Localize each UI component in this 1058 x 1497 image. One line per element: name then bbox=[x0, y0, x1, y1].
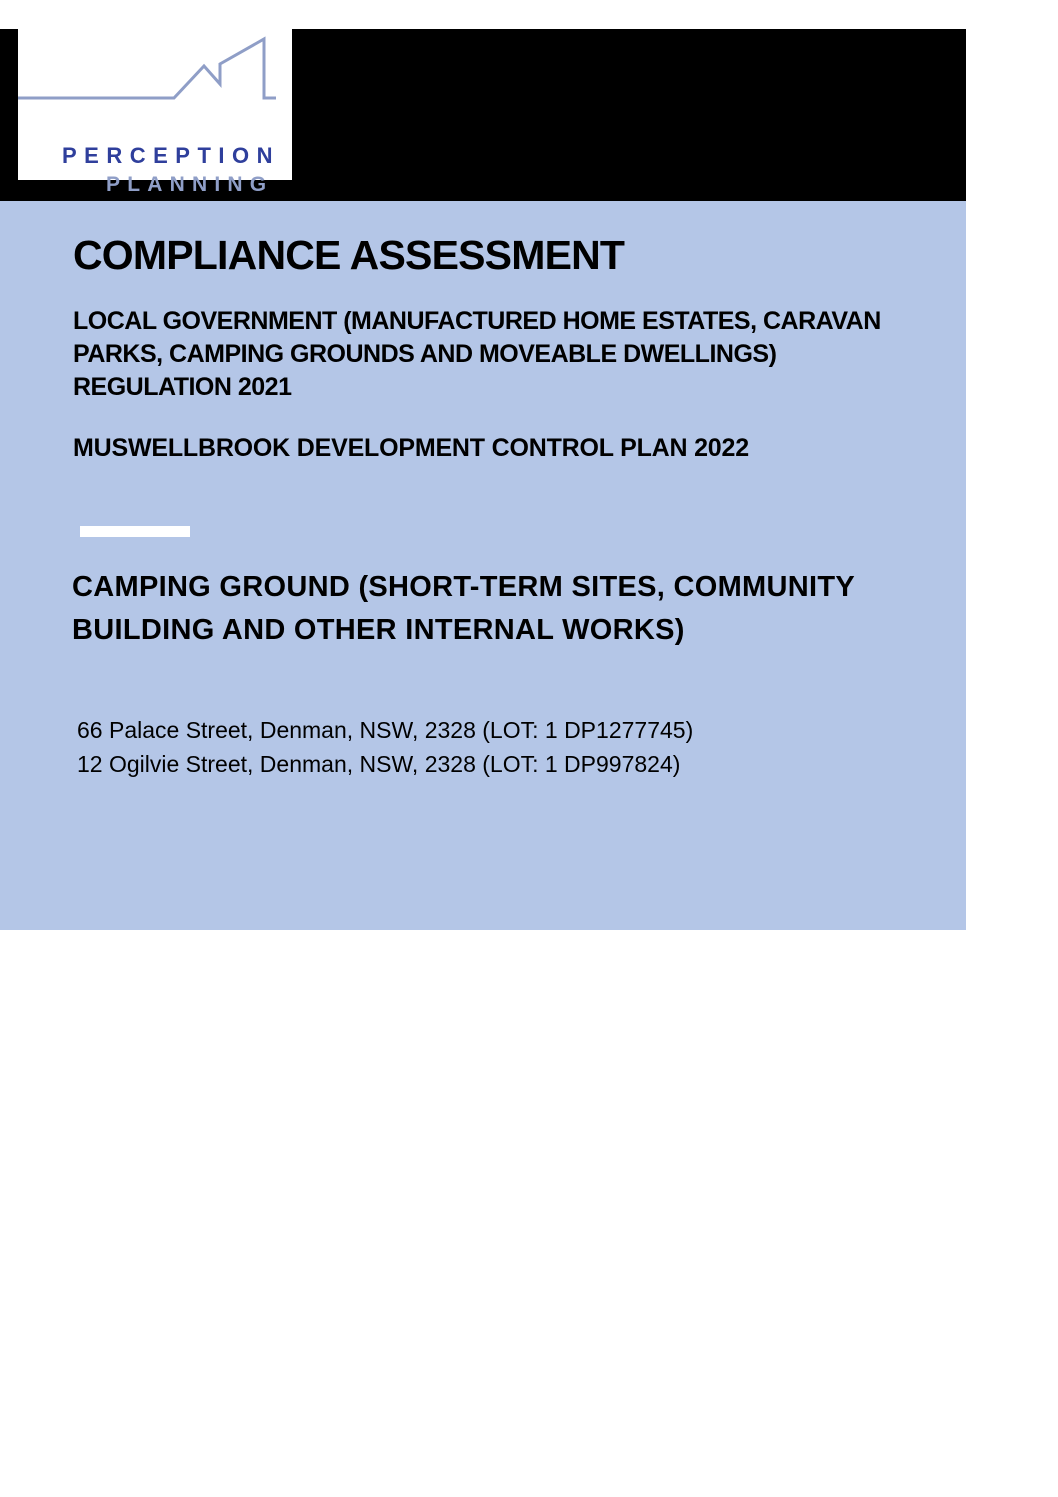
logo-text-planning: PLANNING bbox=[106, 173, 274, 196]
company-logo bbox=[18, 29, 292, 196]
regulation-title: LOCAL GOVERNMENT (MANUFACTURED HOME ESTATES, CARAVAN PARKS, CAMPING GROUNDS AND MOVEABLE DWELLINGS) REGULATION 2021 bbox=[73, 307, 881, 401]
logo-text-perception: PERCEPTION bbox=[62, 143, 281, 168]
document-title: COMPLIANCE ASSESSMENT bbox=[73, 232, 625, 278]
address-list bbox=[77, 713, 693, 781]
address-line: 12 Ogilvie Street, Denman, NSW, 2328 (LOT: 1 DP997824) bbox=[77, 751, 681, 777]
dcp-title: MUSWELLBROOK DEVELOPMENT CONTROL PLAN 2022 bbox=[73, 434, 749, 462]
title-divider bbox=[80, 526, 190, 537]
project-title: CAMPING GROUND (SHORT-TERM SITES, COMMUNITY BUILDING AND OTHER INTERNAL WORKS) bbox=[72, 571, 855, 646]
address-line: 66 Palace Street, Denman, NSW, 2328 (LOT: 1 DP1277745) bbox=[77, 717, 694, 743]
